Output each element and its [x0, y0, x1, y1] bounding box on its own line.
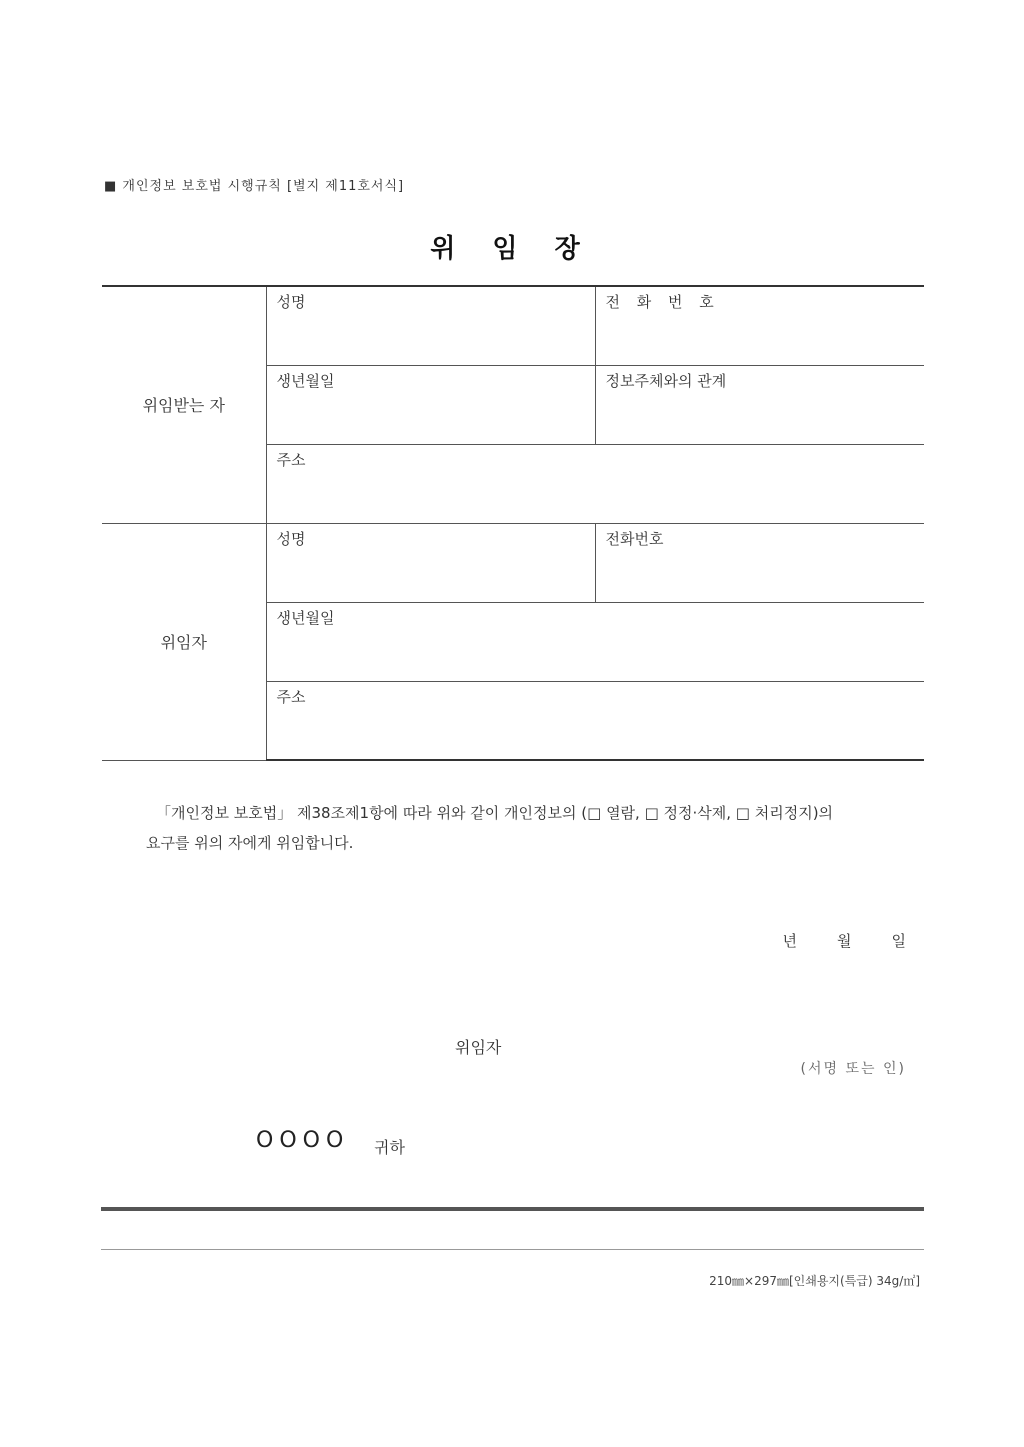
delegate-relation-label: 정보주체와의 관계 — [605, 371, 727, 390]
paper-spec: 210㎜×297㎜[인쇄용지(특급) 34g/㎡] — [709, 1274, 920, 1288]
delegator-address-field[interactable] — [266, 681, 924, 760]
delegate-birth-field[interactable] — [266, 365, 595, 444]
delegate-relation-field[interactable] — [595, 365, 924, 444]
date-month-label: 월 — [837, 932, 852, 950]
delegator-name-field[interactable] — [266, 523, 595, 602]
delegator-section-heading: 위임자 — [102, 523, 266, 760]
delegator-address-label: 주소 — [276, 687, 306, 706]
document-title: 위 임 장 — [430, 234, 594, 264]
delegation-statement — [146, 798, 924, 858]
delegate-address-field[interactable] — [266, 444, 924, 523]
statement-line-1: 「개인정보 보호법」 제38조제1항에 따라 위와 같이 개인정보의 (□ 열람, □ 정정·삭제, □ 처리정지)의 — [156, 804, 834, 822]
delegate-birth-label: 생년월일 — [276, 371, 335, 390]
delegate-phone-label: 전 화 번 호 — [605, 293, 720, 311]
delegate-section-heading: 위임받는 자 — [102, 286, 266, 523]
statement-line-2: 요구를 위의 자에게 위임합니다. — [146, 834, 354, 852]
delegate-row-name — [102, 286, 924, 365]
footer-divider-thick — [101, 1207, 924, 1211]
recipient-honorific: 귀하 — [374, 1138, 405, 1157]
recipient-placeholder: OOOO — [256, 1128, 350, 1153]
delegator-phone-field[interactable] — [595, 523, 924, 602]
legal-header: ■ 개인정보 보호법 시행규칙 [별지 제11호서식] — [104, 179, 405, 194]
delegate-name-label: 성명 — [276, 293, 306, 311]
delegator-birth-field[interactable] — [266, 602, 924, 681]
delegator-phone-label: 전화번호 — [605, 529, 664, 548]
date-day-label: 일 — [891, 932, 906, 950]
date-line — [783, 930, 907, 951]
signature-hint: (서명 또는 인) — [800, 1061, 906, 1077]
delegator-signature-label: 위임자 — [455, 1038, 502, 1057]
delegate-address-label: 주소 — [276, 450, 306, 469]
footer-divider-thin — [101, 1249, 924, 1250]
date-year-label: 년 — [782, 932, 797, 950]
delegate-name-field[interactable] — [266, 286, 595, 365]
delegate-phone-field[interactable] — [595, 286, 924, 365]
delegator-name-label: 성명 — [276, 529, 306, 548]
delegation-form-table — [102, 285, 924, 761]
delegator-row-name — [102, 523, 924, 602]
delegator-birth-label: 생년월일 — [276, 608, 335, 627]
